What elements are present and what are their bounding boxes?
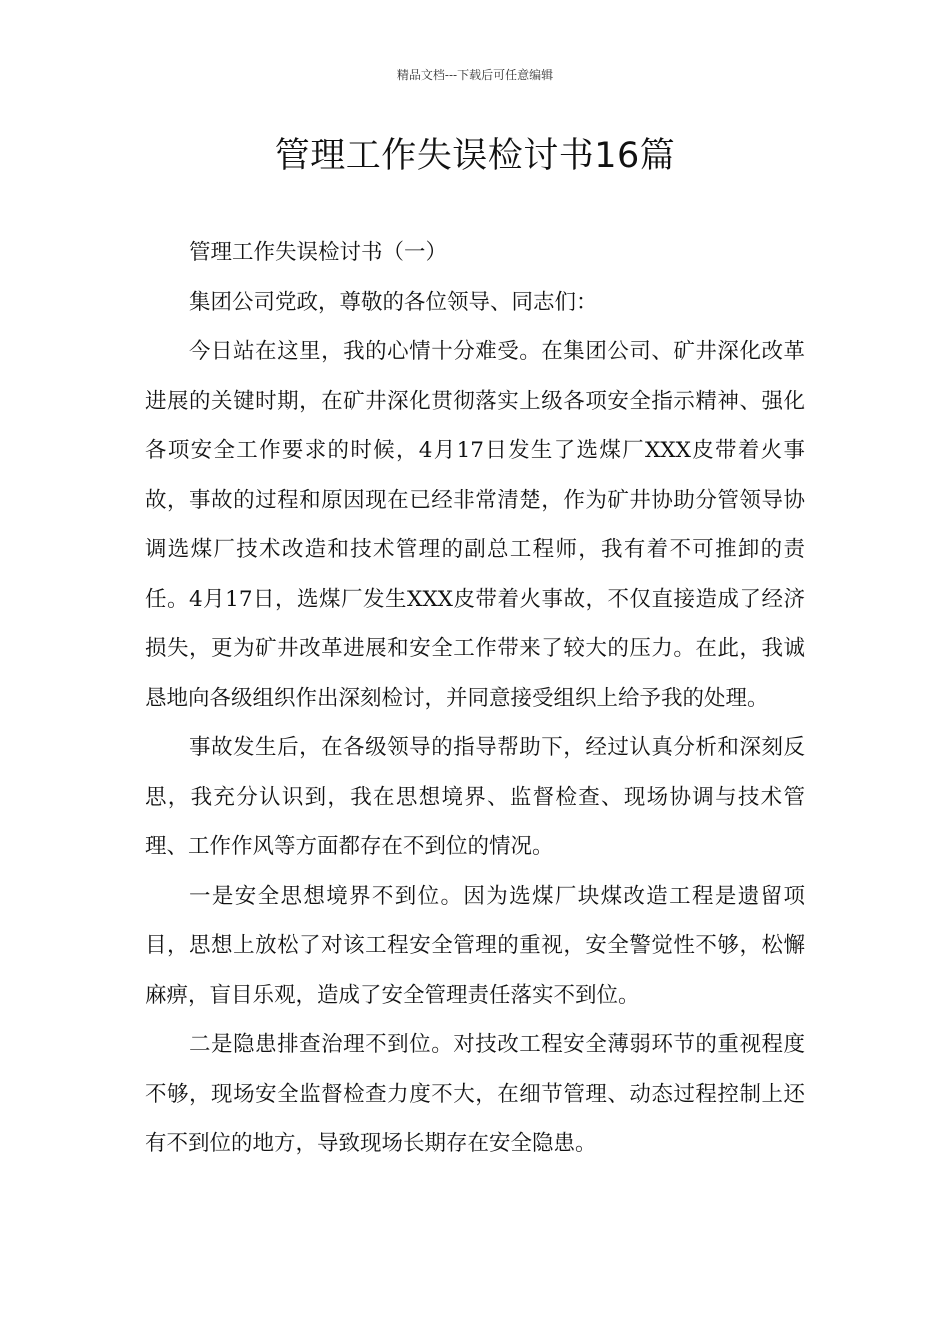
salutation: 集团公司党政，尊敬的各位领导、同志们： [189,289,598,315]
document-body [145,228,805,1169]
body-paragraph: 二是隐患排查治理不到位。对技改工程安全薄弱环节的重视程度不够，现场安全监督检查力度不大，在细节管理、动态过程控制上还有不到位的地方，导致现场长期存在安全隐患。 [145,1032,805,1156]
section-heading: 管理工作失误检讨书（一） [189,240,448,265]
body-paragraph: 事故发生后，在各级领导的指导帮助下，经过认真分析和深刻反思，我充分认识到，我在思想境界、监督检查、现场协调与技术管理、工作作风等方面都存在不到位的情况。 [145,735,805,859]
header-note: 精品文档---下载后可任意编辑 [396,68,554,82]
body-paragraph: 一是安全思想境界不到位。因为选煤厂块煤改造工程是遗留项目，思想上放松了对该工程安全管理的重视，安全警觉性不够，松懈麻痹，盲目乐观，造成了安全管理责任落实不到位。 [145,883,805,1008]
body-paragraph: 今日站在这里，我的心情十分难受。在集团公司、矿井深化改革进展的关键时期，在矿井深化贯彻落实上级各项安全指示精神、强化各项安全工作要求的时候，4月17日发生了选煤厂XXX皮带着火事故，事故的过程和原因现在已经非常清楚，作为矿井协助分管领导协调选煤厂技术改造和技术管理的副总工程师，我有着不可推卸的责任。4月17日，选煤厂发生XXX皮带着火事故，不仅直接造成了经济损失，更为矿井改革进展和安全工作带来了较大的压力。在此，我诚恳地向各级组织作出深刻检讨，并同意接受组织上给予我的处理。 [145,339,805,711]
document-title: 管理工作失误检讨书16篇 [274,136,676,176]
